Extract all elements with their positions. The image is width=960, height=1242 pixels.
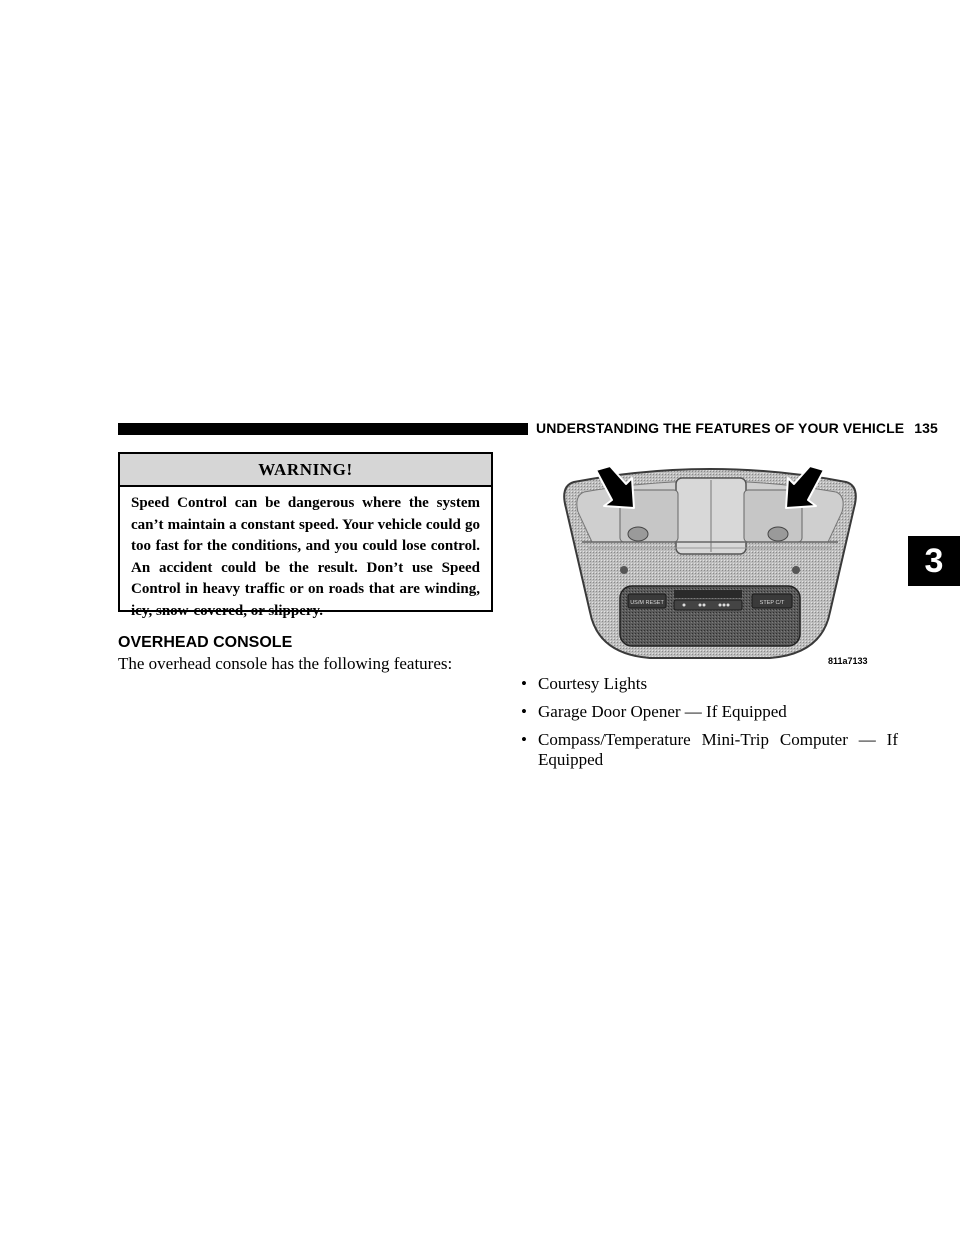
list-item <box>520 730 898 770</box>
bullet-icon: • <box>521 674 527 693</box>
header-title: UNDERSTANDING THE FEATURES OF YOUR VEHICLE <box>536 420 905 436</box>
feature-compass-trip-computer: Compass/Temperature Mini-Trip Computer — If Equipped <box>538 730 898 769</box>
header-rule <box>118 423 528 435</box>
feature-list <box>520 674 898 778</box>
bullet-icon: • <box>521 702 527 721</box>
bullet-icon: • <box>521 730 527 749</box>
section-title: OVERHEAD CONSOLE <box>118 634 293 651</box>
page-number: 135 <box>914 420 938 436</box>
figure-code: 811a7133 <box>828 656 868 666</box>
feature-garage-door-opener: Garage Door Opener — If Equipped <box>538 702 787 721</box>
section-intro: The overhead console has the following features: <box>118 654 453 673</box>
overhead-console-figure <box>560 462 860 660</box>
warning-box <box>118 452 493 619</box>
list-item <box>520 674 898 694</box>
warning-title: WARNING! <box>120 454 491 487</box>
feature-courtesy-lights: Courtesy Lights <box>538 674 648 693</box>
running-header <box>536 420 938 436</box>
list-item <box>520 702 898 722</box>
warning-text: Speed Control can be dangerous where the system can’t maintain a constant speed. Your vehicle could go too fast for the conditions, and you could lose control. An accident could be the result. Don’t use Speed Control in heavy traffic or on roads that are winding, icy, snow-covered, or slippery. <box>131 495 480 619</box>
chapter-tab: 3 <box>908 536 960 586</box>
button-label-step: STEP C/T <box>759 600 785 606</box>
overhead-console-illustration <box>560 462 860 660</box>
button-label-reset: US/M RESET <box>630 600 664 606</box>
